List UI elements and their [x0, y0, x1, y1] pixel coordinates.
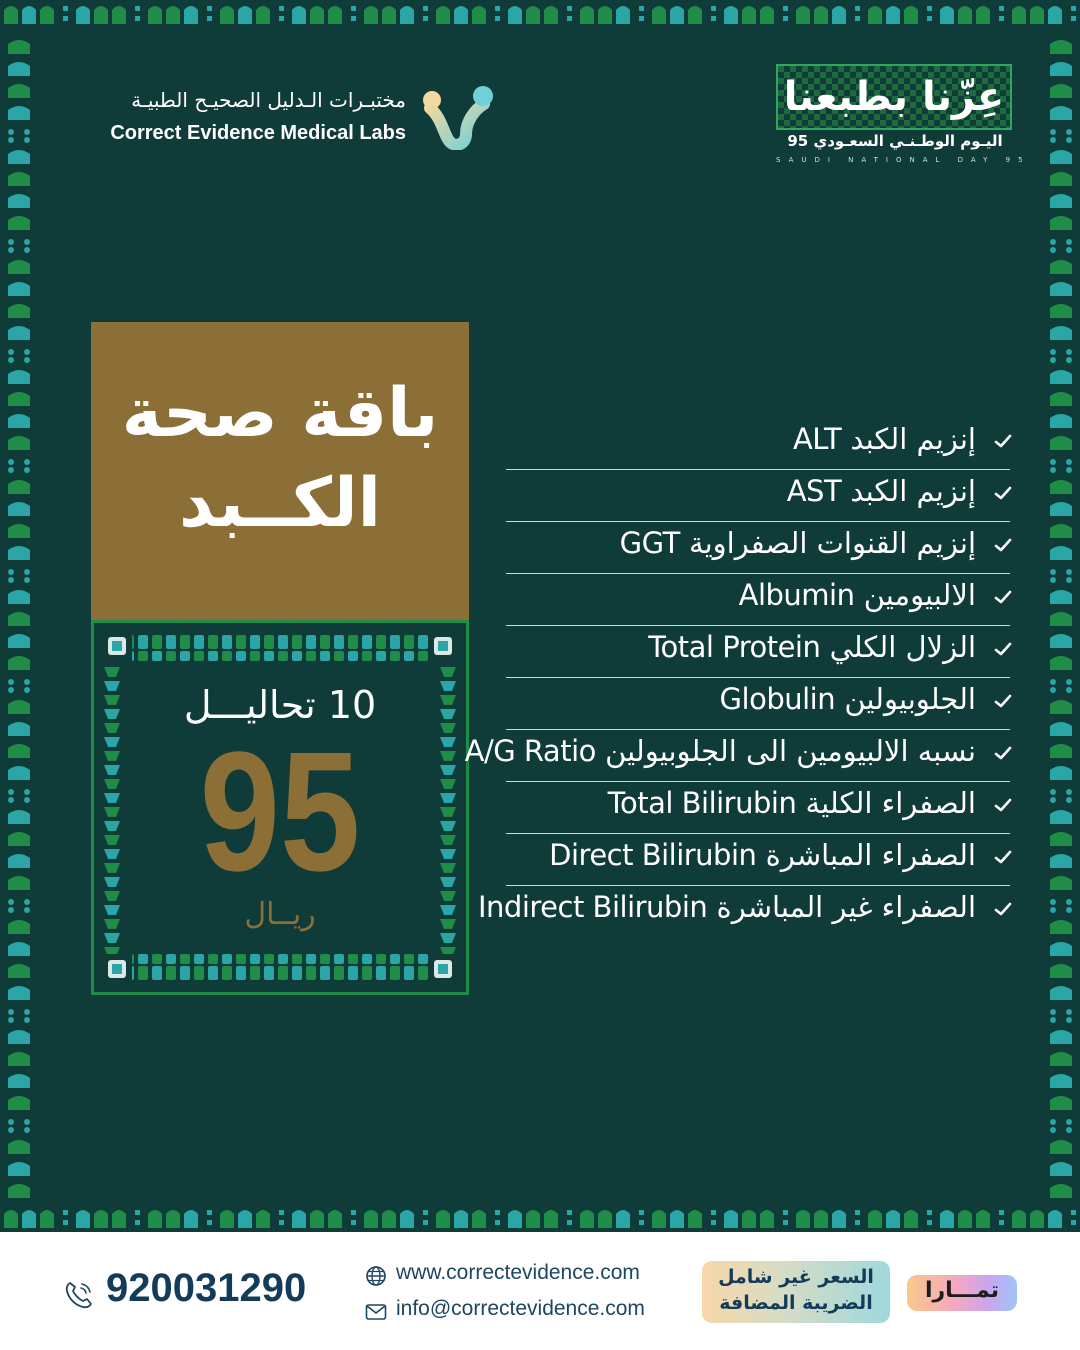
national-day-slogan: عِزّنا بطبعنا: [783, 74, 1005, 120]
test-label: نسبه الالبيومين الى الجلوبيولين A/G Ratio: [464, 734, 976, 768]
list-item: [464, 730, 1014, 782]
tests-list: [464, 418, 1014, 938]
check-icon: [992, 846, 1014, 868]
price-inner: [142, 669, 418, 944]
test-label: إنزيم الكبد ALT: [792, 422, 976, 456]
tamara-label: تمـــارا: [924, 1278, 1000, 1303]
check-icon: [992, 534, 1014, 556]
national-day-arabic: اليـوم الوطـنـي السعـودي 95: [787, 132, 1003, 150]
tamara-badge: [907, 1275, 1017, 1311]
check-icon: [992, 586, 1014, 608]
tests-count: 10 تحاليـــل: [183, 683, 377, 727]
vat-note-line1: السعر غير شامل: [718, 1266, 874, 1288]
national-day-logo: [776, 64, 1012, 130]
check-icon: [992, 638, 1014, 660]
test-label: الزلال الكلي Total Protein: [648, 630, 976, 664]
vat-note-line2: الضريبة المضافة: [719, 1292, 873, 1314]
price-box: [91, 620, 469, 995]
check-icon: [992, 742, 1014, 764]
test-label: الصفراء المباشرة Direct Bilirubin: [549, 838, 976, 872]
check-icon: [992, 430, 1014, 452]
check-icon: [992, 794, 1014, 816]
lab-name-english: Correct Evidence Medical Labs: [110, 122, 406, 144]
check-icon: [992, 482, 1014, 504]
list-item: [478, 886, 1014, 938]
check-icon: [992, 690, 1014, 712]
test-label: الجلوبيولين Globulin: [719, 682, 976, 716]
price-currency: ريــال: [244, 897, 316, 932]
website-text: www.correctevidence.com: [396, 1261, 640, 1284]
national-day-english: SAUDI NATIONAL DAY 95: [776, 156, 1031, 164]
list-item: [486, 834, 1014, 886]
package-title-line1: باقة صحة: [121, 374, 439, 453]
phone-number: 920031290: [106, 1266, 307, 1310]
list-item: [486, 626, 1014, 678]
package-title-box: [91, 322, 469, 620]
test-label: إنزيم الكبد AST: [786, 474, 976, 508]
package-title-line2: الكــبد: [179, 464, 381, 543]
list-item: [486, 418, 1014, 470]
test-label: الالبيومين Albumin: [738, 578, 976, 612]
list-item: [486, 574, 1014, 626]
lab-logo-icon: [420, 84, 494, 150]
price-value: 95: [199, 717, 361, 907]
list-item: [486, 470, 1014, 522]
lab-logo: [74, 84, 494, 150]
list-item: [486, 782, 1014, 834]
phone-icon: [62, 1278, 96, 1312]
globe-icon: [364, 1264, 388, 1288]
test-label: الصفراء غير المباشرة Indirect Bilirubin: [478, 890, 976, 924]
vat-note: [702, 1261, 890, 1323]
test-label: إنزيم القنوات الصفراوية GGT: [619, 526, 976, 560]
footer: [0, 1232, 1080, 1350]
check-icon: [992, 898, 1014, 920]
national-day-badge: [776, 64, 1031, 168]
test-label: الصفراء الكلية Total Bilirubin: [607, 786, 976, 820]
lab-name-arabic: مختبـرات الـدليل الصحيـح الطبيـة: [131, 88, 406, 112]
list-item: [486, 678, 1014, 730]
list-item: [486, 522, 1014, 574]
mail-icon: [364, 1300, 388, 1324]
email-text: info@correctevidence.com: [396, 1297, 645, 1320]
